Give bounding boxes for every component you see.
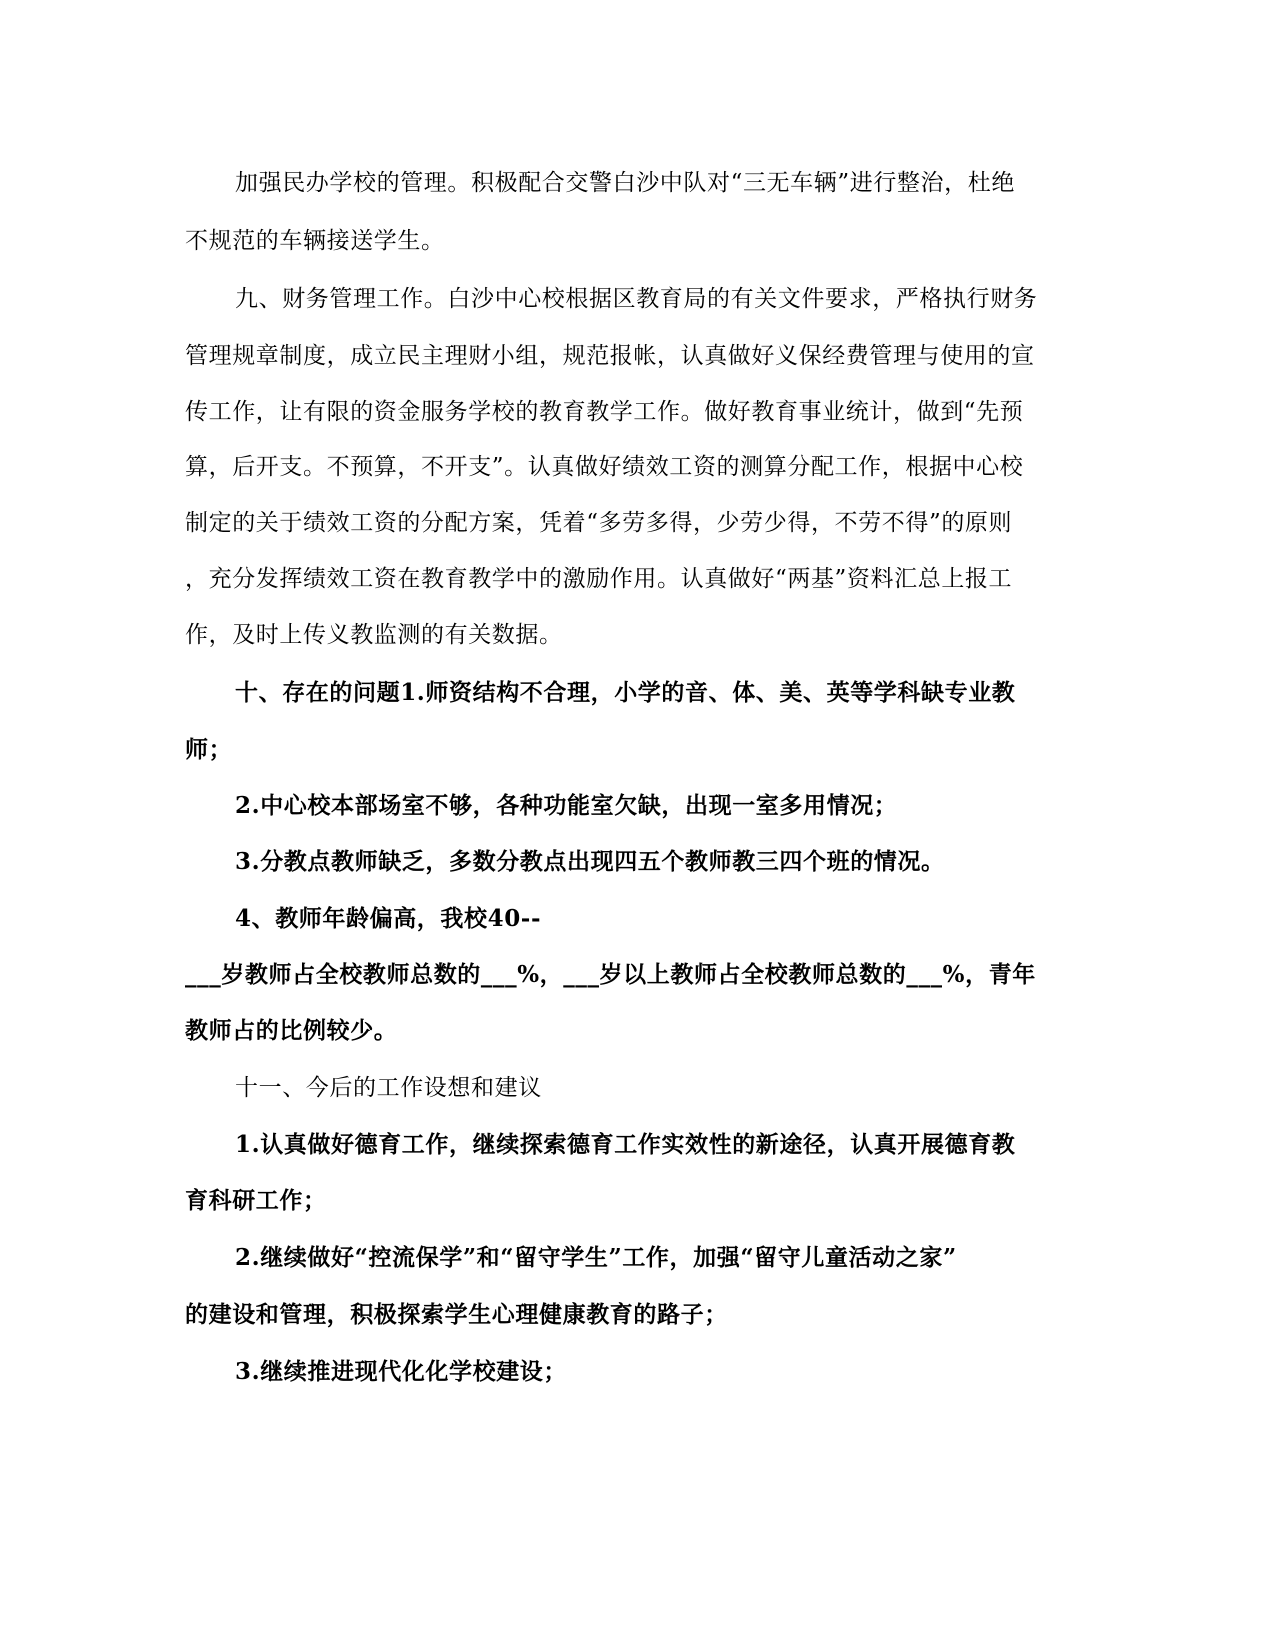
paragraph-line: 3.分教点教师缺乏，多数分教点出现四五个教师教三四个班的情况。 (235, 848, 945, 875)
section-heading: 十一、今后的工作设想和建议 (235, 1075, 542, 1101)
paragraph-line: 的建设和管理，积极探索学生心理健康教育的路子； (185, 1301, 728, 1328)
paragraph-line: 育科研工作； (185, 1187, 327, 1214)
paragraph-line: 加强民办学校的管理。积极配合交警白沙中队对“三无车辆”进行整治，杜绝 (235, 170, 1015, 196)
paragraph-line: 算，后开支。不预算，不开支”。认真做好绩效工资的测算分配工作，根据中心校 (185, 454, 1024, 480)
paragraph-line: 2.中心校本部场室不够，各种功能室欠缺，出现一室多用情况； (235, 792, 898, 819)
paragraph-line: ，充分发挥绩效工资在教育教学中的激励作用。认真做好“两基”资料汇总上报工 (185, 566, 1013, 592)
paragraph-line: 传工作，让有限的资金服务学校的教育教学工作。做好教育事业统计，做到“先预 (185, 399, 1024, 425)
paragraph-line: 作，及时上传义教监测的有关数据。 (185, 622, 563, 648)
paragraph-line: 十、存在的问题1.师资结构不合理，小学的音、体、美、英等学科缺专业教 (235, 679, 1016, 706)
paragraph-line: 师； (185, 736, 233, 763)
paragraph-line: 九、财务管理工作。白沙中心校根据区教育局的有关文件要求，严格执行财务 (235, 286, 1038, 312)
paragraph-line: 3.继续推进现代化化学校建设； (235, 1358, 568, 1385)
paragraph-line: 1.认真做好德育工作，继续探索德育工作实效性的新途径，认真开展德育教 (235, 1131, 1016, 1158)
paragraph-line: ___岁教师占全校教师总数的___%，___岁以上教师占全校教师总数的___%，青年 (185, 961, 1036, 988)
paragraph-line: 制定的关于绩效工资的分配方案，凭着“多劳多得，少劳少得，不劳不得”的原则 (185, 510, 1013, 536)
paragraph-line: 管理规章制度，成立民主理财小组，规范报帐，认真做好义保经费管理与使用的宣 (185, 343, 1035, 369)
paragraph-line: 不规范的车辆接送学生。 (185, 228, 445, 254)
paragraph-line: 4、教师年龄偏高，我校40-- (235, 905, 542, 932)
paragraph-line: 教师占的比例较少。 (185, 1017, 398, 1044)
paragraph-line: 2.继续做好“控流保学”和“留守学生”工作，加强“留守儿童活动之家” (235, 1244, 957, 1271)
